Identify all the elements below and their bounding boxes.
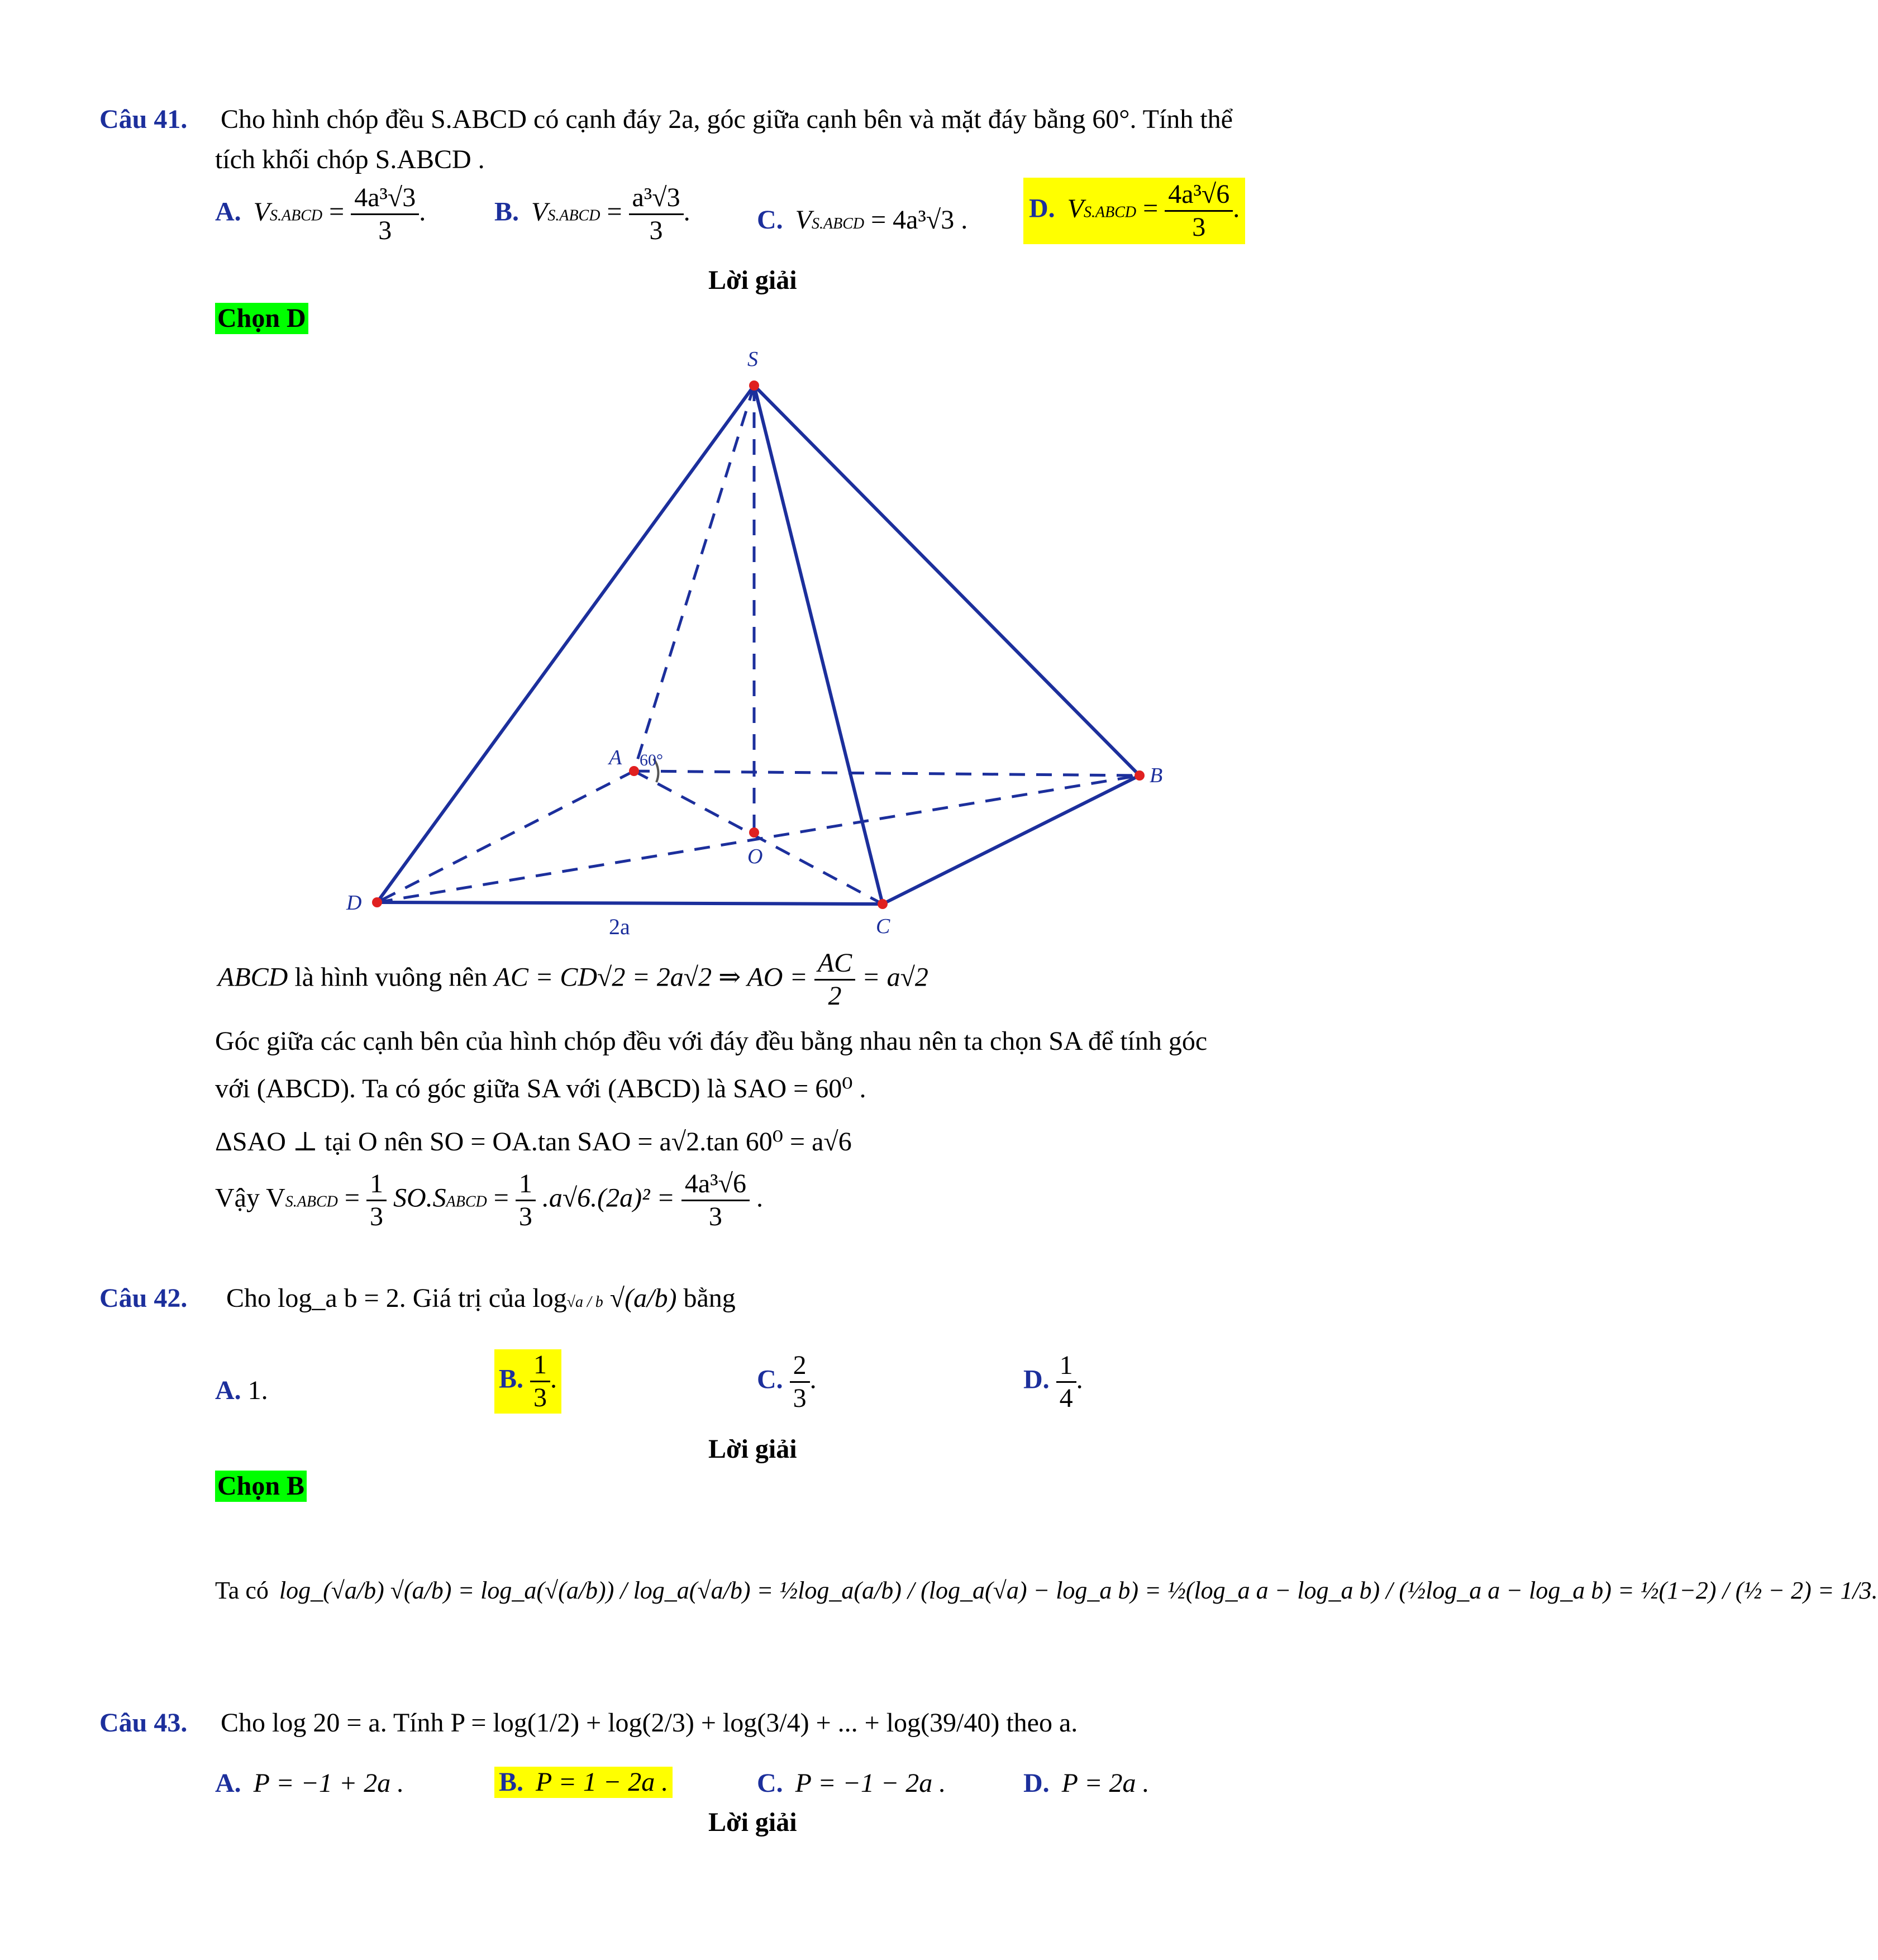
label-edge: 2a (609, 914, 630, 939)
q42-option-a[interactable]: A. 1. (215, 1376, 268, 1405)
q41-option-a[interactable]: A. VS.ABCD = $\frac{\text{4a³√3}}{3}$ . (215, 183, 426, 245)
q42-solution-expr: Ta có log_(√a/b) √(a/b) = log_a(√(a/b)) / log_a(√a/b) = ½log_a(a/b) / (log_a(√a) − log_a b) = ½(log_a a − log_a b) / (½log_a a − log_a b) = ½(1−2) / (½ − 2) = 1/3. (215, 1577, 1878, 1604)
q43-label: Câu 43. (99, 1708, 188, 1738)
q41-solution-title: Lời giải (708, 265, 797, 295)
point-b (1135, 770, 1145, 781)
q43-option-b[interactable]: B. P = 1 − 2a . (494, 1767, 673, 1798)
q42-text: Cho log_a b = 2. Giá trị của log√a / b √(a/b) bằng (226, 1283, 736, 1313)
point-s (749, 380, 759, 391)
point-o (749, 827, 759, 838)
q42-solution-title: Lời giải (708, 1434, 797, 1464)
q41-sol-line1: ABCD là hình vuông nên AC = CD√2 = 2a√2 ⇒ AO = $\frac{AC}{2}$ = a√2 (218, 948, 928, 1011)
q43-option-d[interactable]: D. P = 2a . (1023, 1768, 1150, 1798)
q41-label: Câu 41. (99, 104, 188, 134)
label-s: S (747, 348, 758, 371)
q41-sol-line3: với (ABCD). Ta có góc giữa SA với (ABCD) là SAO = 60⁰ . (215, 1074, 866, 1103)
point-d (372, 897, 382, 907)
label-c: C (876, 915, 890, 938)
q41-option-d[interactable]: D. VS.ABCD = $\frac{\text{4a³√6}}{3}$ . (1023, 178, 1245, 244)
point-c (878, 899, 888, 909)
q41-option-b[interactable]: B. VS.ABCD = $\frac{\text{a³√3}}{3}$ . (494, 183, 690, 245)
q43-text: Cho log 20 = a. Tính P = log(1/2) + log(2/3) + log(3/4) + ... + log(39/40) theo a. (221, 1708, 1078, 1738)
q41-sol-line2: Góc giữa các cạnh bên của hình chóp đều với đáy đều bằng nhau nên ta chọn SA để tính góc (215, 1026, 1208, 1056)
q42-option-d[interactable]: D. $\frac{1}{4}$ . (1023, 1350, 1083, 1413)
q42-label: Câu 42. (99, 1283, 188, 1313)
pyramid-figure (335, 346, 1173, 950)
q42-option-c[interactable]: C. $\frac{2}{3}$ . (757, 1350, 817, 1413)
q41-choice: Chọn D (215, 303, 308, 334)
label-a: A (609, 746, 622, 769)
q42-option-b[interactable]: B. $\frac{1}{3}$ . (494, 1349, 561, 1414)
point-a (629, 766, 639, 776)
q41-sol-line5: Vậy VS.ABCD = $\frac{1}{3}$ SO.SABCD = $\frac{1}{3}$ .a√6.(2a)² = $\frac{\text{4a³√6}}{3}$ . (215, 1169, 763, 1231)
label-o: O (747, 845, 763, 868)
label-b: B (1150, 764, 1163, 787)
q43-option-a[interactable]: A. P = −1 + 2a . (215, 1768, 404, 1798)
q41-option-c[interactable]: C. VS.ABCD = 4a³√3 . (757, 205, 968, 235)
q42-choice: Chọn B (215, 1471, 307, 1502)
q43-option-c[interactable]: C. P = −1 − 2a . (757, 1768, 946, 1798)
q41-sol-line4: ΔSAO ⊥ tại O nên SO = OA.tan SAO = a√2.tan 60⁰ = a√6 (215, 1127, 852, 1157)
label-angle: 60° (640, 751, 663, 769)
q41-text-line1: Cho hình chóp đều S.ABCD có cạnh đáy 2a, góc giữa cạnh bên và mặt đáy bằng 60°. Tính thể (221, 104, 1233, 134)
q41-text-line2: tích khối chóp S.ABCD . (215, 145, 485, 174)
q43-solution-title: Lời giải (708, 1807, 797, 1837)
label-d: D (346, 891, 362, 915)
